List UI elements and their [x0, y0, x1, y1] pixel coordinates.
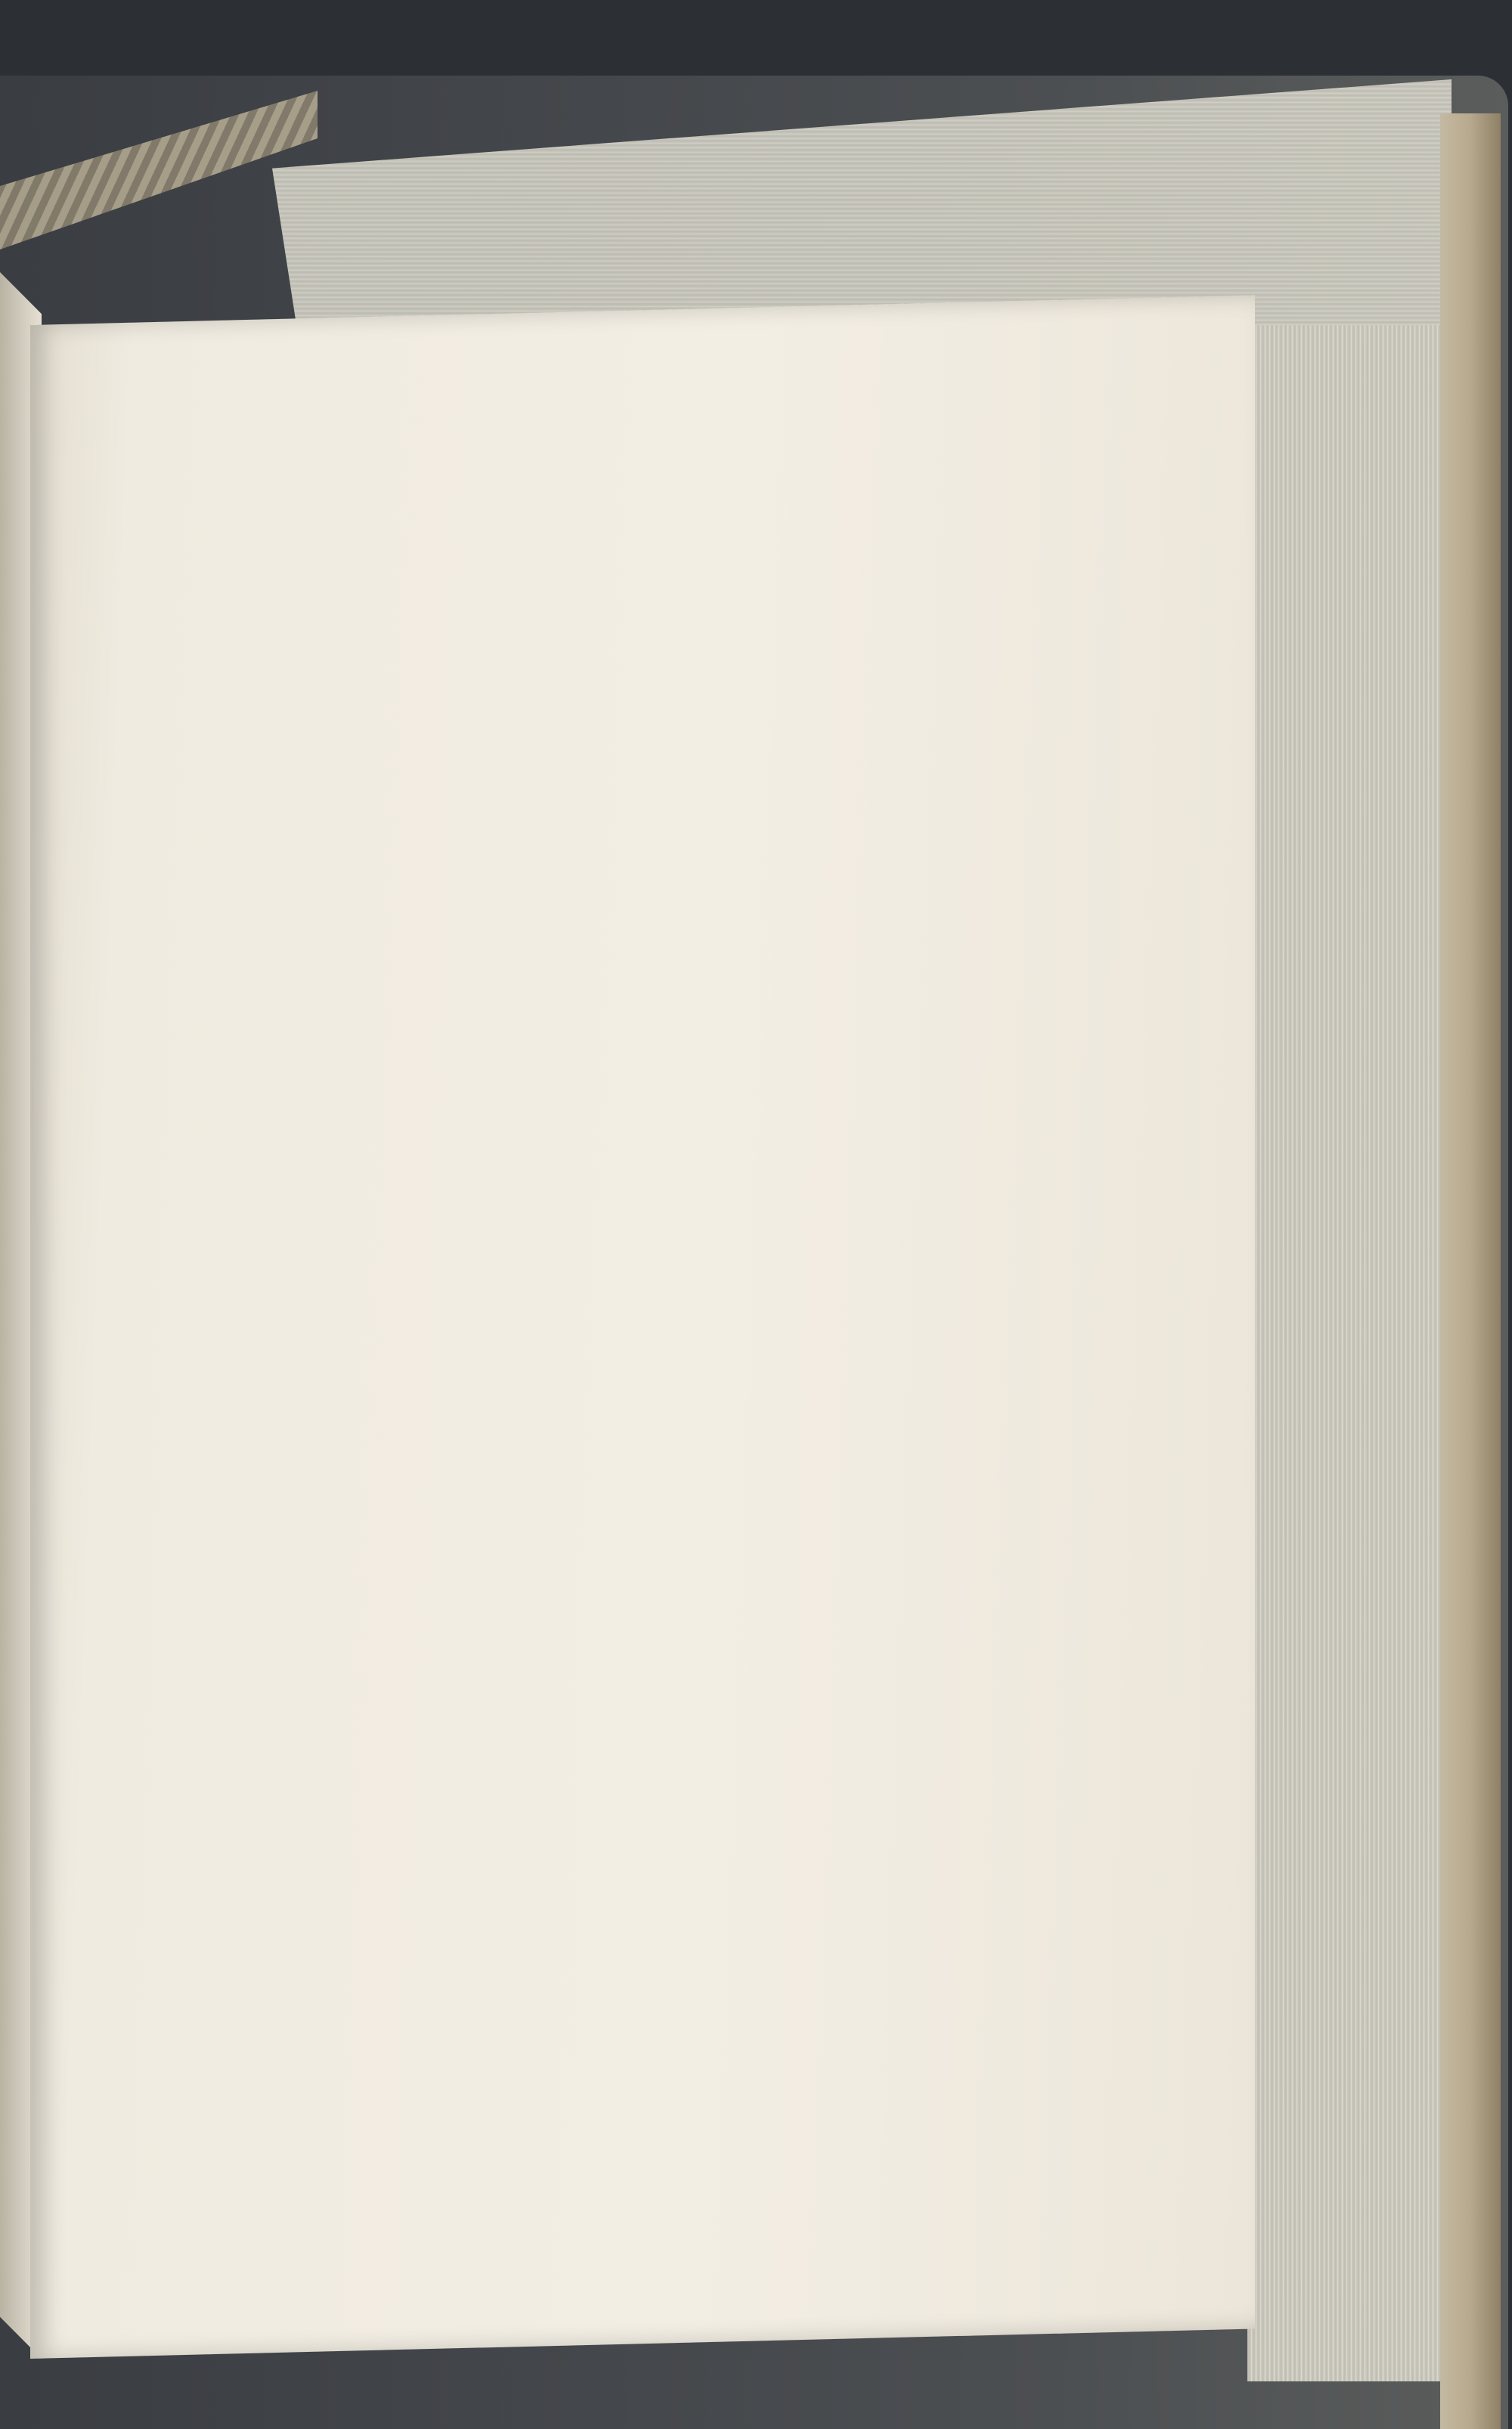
book-page: [30, 295, 1255, 2359]
running-head: [68, 393, 953, 415]
catchword: [68, 424, 975, 446]
fore-edge: [1247, 325, 1444, 2381]
spine-edge: [1440, 113, 1501, 2429]
section-heading: [68, 407, 975, 429]
paragraphs-top: [68, 403, 975, 425]
paragraphs-bottom: [68, 409, 975, 431]
text-block: [68, 392, 975, 446]
